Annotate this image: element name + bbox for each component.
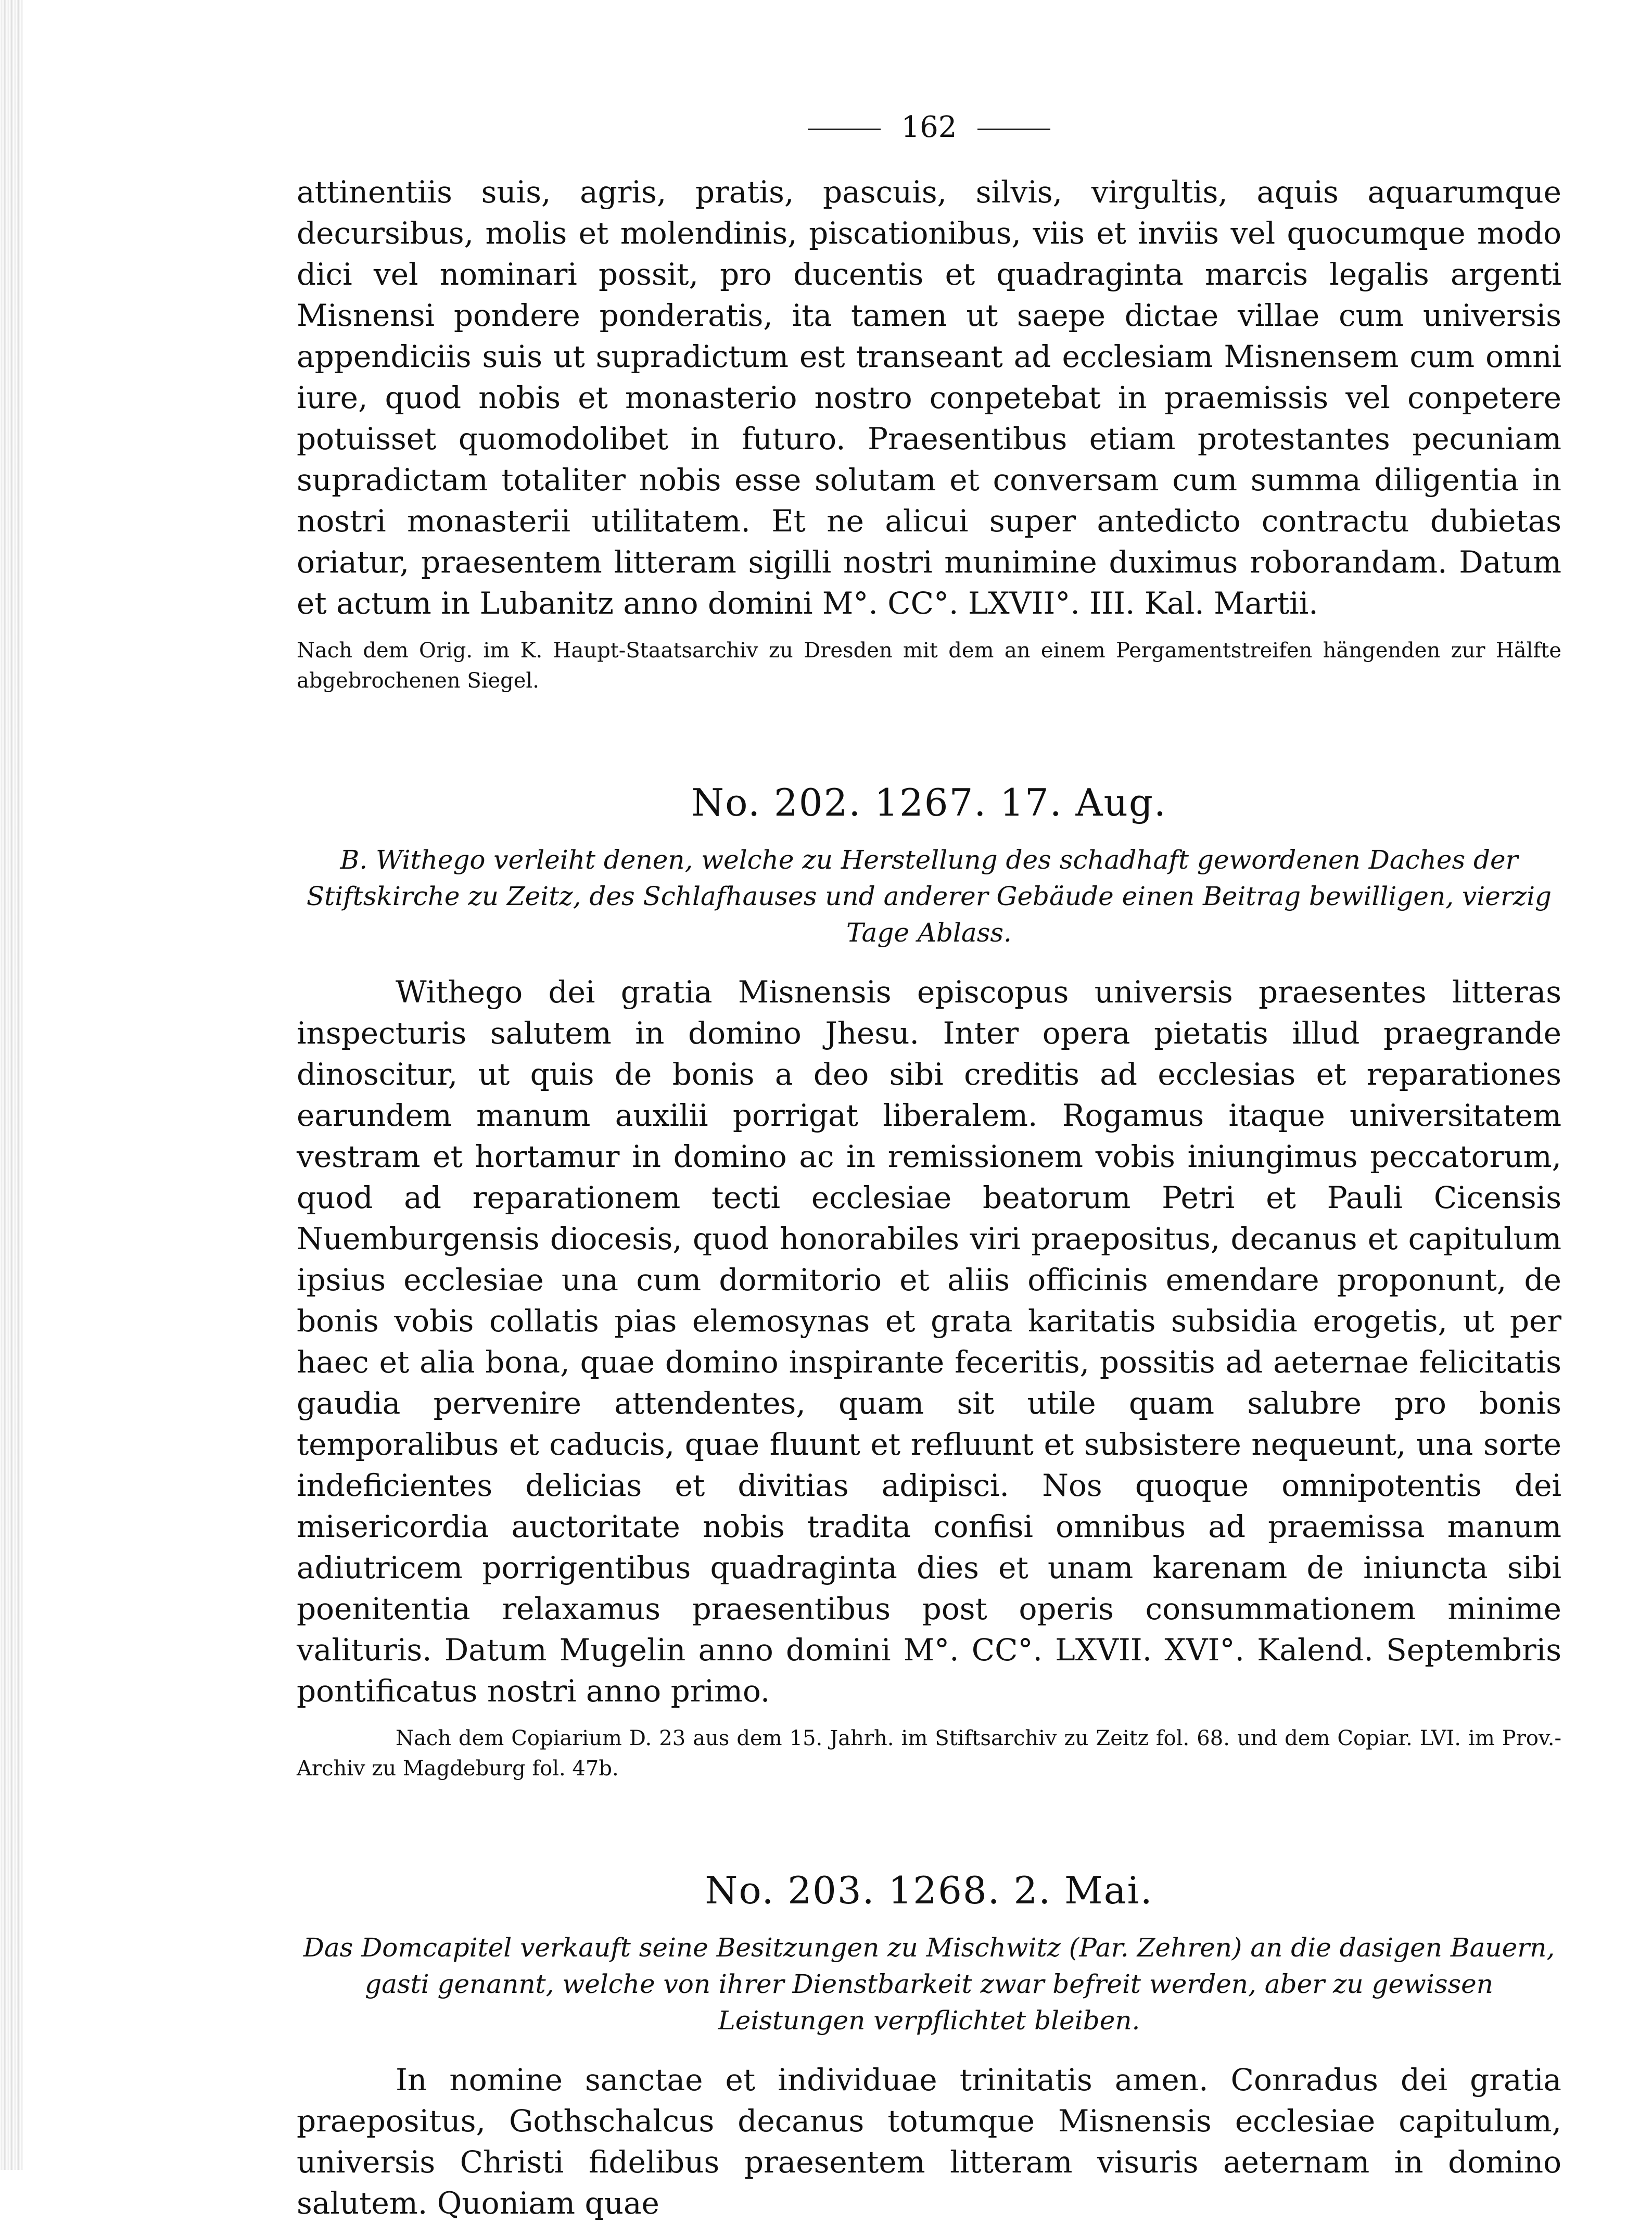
page (297, 104, 1561, 2224)
doc-202-source-note: Nach dem Copiarium D. 23 aus dem 15. Jahrh. im Stiftsarchiv zu Zeitz fol. 68. und dem Copiar. LVI. im Prov.-Archiv zu Magdeburg fol. 47b. (297, 1726, 1561, 1781)
doc-203-text: In nomine sanctae et individuae trinitatis amen. Conradus dei gratia praepositus, Gothschalcus decanus totumque Misnensis ecclesiae capitulum, universis Christi fidelibus praesentem litteram visuris aeternam in domino salutem. Quoniam quae (297, 2062, 1561, 2221)
continuation-source-note: Nach dem Orig. im K. Haupt-Staatsarchiv zu Dresden mit dem an einem Pergamentstreifen hängenden zur Hälfte abgebrochenen Siegel. (297, 639, 1561, 693)
scan-edge-artifact (0, 0, 23, 2170)
doc-202-regest: B. Withego verleiht denen, welche zu Herstellung des schadhaft gewordenen Daches der Stiftskirche zu Zeitz, des Schlafhauses und anderer Gebäude einen Beitrag bewilligen, vierzig Tage Ablass. (306, 845, 1552, 948)
page-number: 162 (901, 110, 957, 144)
doc-202-heading: No. 202. 1267. 17. Aug. (691, 781, 1167, 824)
continuation-text: attinentiis suis, agris, pratis, pascuis, silvis, virgultis, aquis aquarumque decursibus, molis et molendinis, piscationibus, viis et inviis vel quocumque modo dici vel nominari possit, pro ducentis et quadraginta marcis legalis argenti Misnensi pondere ponderatis, ita tamen ut saepe dictae villae cum universis appendiciis suis ut supradictum est transeant ad ecclesiam Misnensem cum omni iure, quod nobis et monasterio nostro conpetebat in praemissis vel conpetere potuisset quomodolibet in futuro. Praesentibus etiam protestantes pecuniam supradictam totaliter nobis esse solutam et conversam cum summa diligentia in nostri monasterii utilitatem. Et ne alicui super antedicto contractu dubietas oriatur, praesentem litteram sigilli nostri munimine duximus roborandam. Datum et actum in Lubanitz anno domini M°. CC°. LXVII°. III. Kal. Martii. (297, 174, 1561, 621)
header-dash-right (977, 129, 1050, 130)
doc-203-regest: Das Domcapitel verkauft seine Besitzungen zu Mischwitz (Par. Zehren) an die dasigen Bauern, gasti genannt, welche von ihrer Dienstbarkeit zwar befreit werden, aber zu gewissen Leistungen verpflichtet bleiben. (303, 1933, 1555, 2036)
header-dash-left (808, 129, 881, 130)
doc-202-text: Withego dei gratia Misnensis episcopus universis praesentes litteras inspecturis salutem in domino Jhesu. Inter opera pietatis illud praegrande dinoscitur, ut quis de bonis a deo sibi creditis ad ecclesias et reparationes earundem manum auxilii porrigat liberalem. Rogamus itaque universitatem vestram et hortamur in domino ac in remissionem vobis iniungimus peccatorum, quod ad reparationem tecti ecclesiae beatorum Petri et Pauli Cicensis Nuemburgensis diocesis, quod honorabiles viri praepositus, decanus et capitulum ipsius ecclesiae una cum dormitorio et aliis officinis emendare proponunt, de bonis vobis collatis pias elemosynas et grata karitatis subsidia erogetis, ut per haec et alia bona, quae domino inspirante feceritis, possitis ad aeternae felicitatis gaudia pervenire attendentes, quam sit utile quam salubre pro bonis temporalibus et caducis, quae fluunt et refluunt et subsistere nequeunt, una sorte indeficientes delicias et divitias adipisci. Nos quoque omnipotentis dei misericordia auctoritate nobis tradita confisi omnibus ad praemissa manum adiutricem porrigentibus quadraginta dies et unam karenam de iniuncta sibi poenitentia relaxamus praesentibus post operis consummationem minime valituris. Datum Mugelin anno domini M°. CC°. LXVII. XVI°. Kalend. Septembris pontificatus nostri anno primo. (297, 974, 1561, 1709)
doc-203-heading: No. 203. 1268. 2. Mai. (705, 1869, 1153, 1912)
page-header (297, 104, 1561, 151)
